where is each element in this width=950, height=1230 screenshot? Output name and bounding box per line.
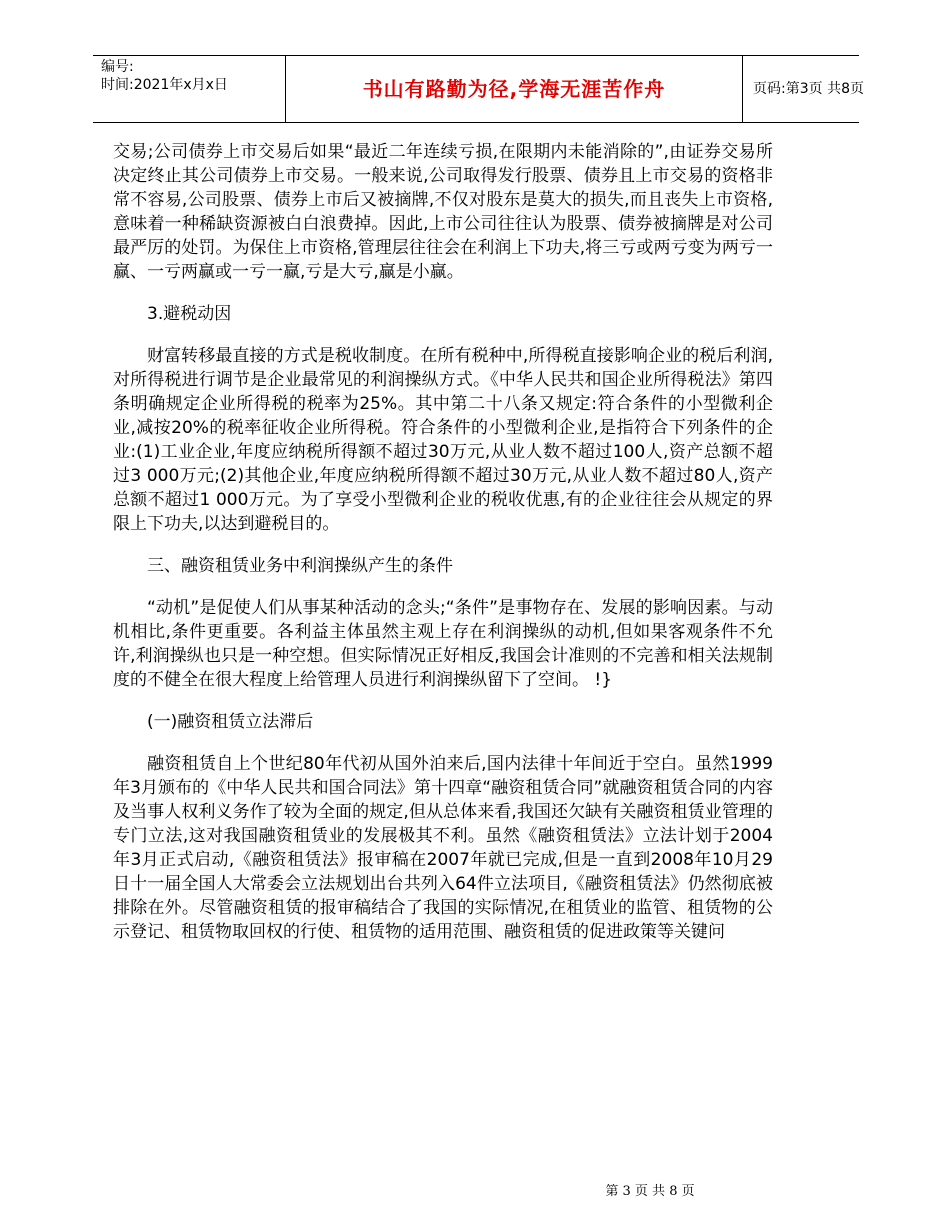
section-heading-conditions: 三、融资租赁业务中利润操纵产生的条件	[147, 556, 453, 576]
paragraph-motive-conditions: “动机”是促使人们从事某种活动的念头;“条件”是事物存在、发展的影响因素。与动机相比,条件更重要。各利益主体虽然主观上存在利润操纵的动机,但如果客观条件不允许,利润操纵也只是一种空想。但实际情况正好相反,我国会计准则的不完善和相关法规制度的不健全在很大程度上给管理人员进行利润操纵留下了空间。 !}	[113, 598, 773, 690]
document-date: 时间:2021年x月x日	[101, 77, 228, 93]
page-header	[93, 55, 864, 123]
footer-page-number: 第 3 页 共 8 页	[605, 1184, 695, 1199]
header-meta-cell	[93, 56, 285, 122]
page-footer	[0, 1184, 950, 1200]
paragraph-tax-avoidance: 财富转移最直接的方式是税收制度。在所有税种中,所得税直接影响企业的税后利润,对所得税进行调节是企业最常见的利润操纵方式。《中华人民共和国企业所得税法》第四条明确规定企业所得税的税率为25%。其中第二十八条又规定:符合条件的小型微利企业,减按20%的税率征收企业所得税。符合条件的小型微利企业,是指符合下列条件的企业:(1)工业企业,年度应纳税所得额不超过30万元,从业人数不超过100人,资产总额不超过3 000万元;(2)其他企业,年度应纳税所得额不超过30万元,从业人数不超过80人,资产总额不超过1 000万元。为了享受小型微利企业的税收优惠,有的企业往往会从规定的界限上下功夫,以达到避税目的。	[113, 346, 773, 534]
section-heading-legislation-lag: (一)融资租赁立法滞后	[147, 712, 314, 732]
section-heading-tax-motive: 3.避税动因	[147, 304, 232, 324]
header-page-cell	[743, 56, 864, 122]
header-motto-cell	[285, 56, 743, 122]
header-motto: 书山有路勤为径,学海无涯苦作舟	[362, 77, 666, 101]
header-page-info: 页码:第3页 共8页	[753, 81, 864, 97]
document-body	[113, 140, 773, 944]
document-number-label: 编号:	[101, 59, 134, 75]
paragraph-leasing-law: 融资租赁自上个世纪80年代初从国外泊来后,国内法律十年间近于空白。虽然1999年3月颁布的《中华人民共和国合同法》第十四章“融资租赁合同”就融资租赁合同的内容及当事人权利义务作了较为全面的规定,但从总体来看,我国还欠缺有关融资租赁业管理的专门立法,这对我国融资租赁业的发展极其不利。虽然《融资租赁法》立法计划于2004年3月正式启动,《融资租赁法》报审稿在2007年就已完成,但是一直到2008年10月29日十一届全国人大常委会立法规划出台共列入64件立法项目,《融资租赁法》仍然彻底被排除在外。尽管融资租赁的报审稿结合了我国的实际情况,在租赁业的监管、租赁物的公示登记、租赁物取回权的行使、租赁物的适用范围、融资租赁的促进政策等关键问	[113, 754, 773, 942]
paragraph-listing-loss: 交易;公司债券上市交易后如果“最近二年连续亏损,在限期内未能消除的”,由证券交易所决定终止其公司债券上市交易。一般来说,公司取得发行股票、债券且上市交易的资格非常不容易,公司股票、债券上市后又被摘牌,不仅对股东是莫大的损失,而且丧失上市资格,意味着一种稀缺资源被白白浪费掉。因此,上市公司往往认为股票、债券被摘牌是对公司最严厉的处罚。为保住上市资格,管理层往往会在利润上下功夫,将三亏或两亏变为两亏一赢、一亏两赢或一亏一赢,亏是大亏,赢是小赢。	[113, 142, 773, 282]
